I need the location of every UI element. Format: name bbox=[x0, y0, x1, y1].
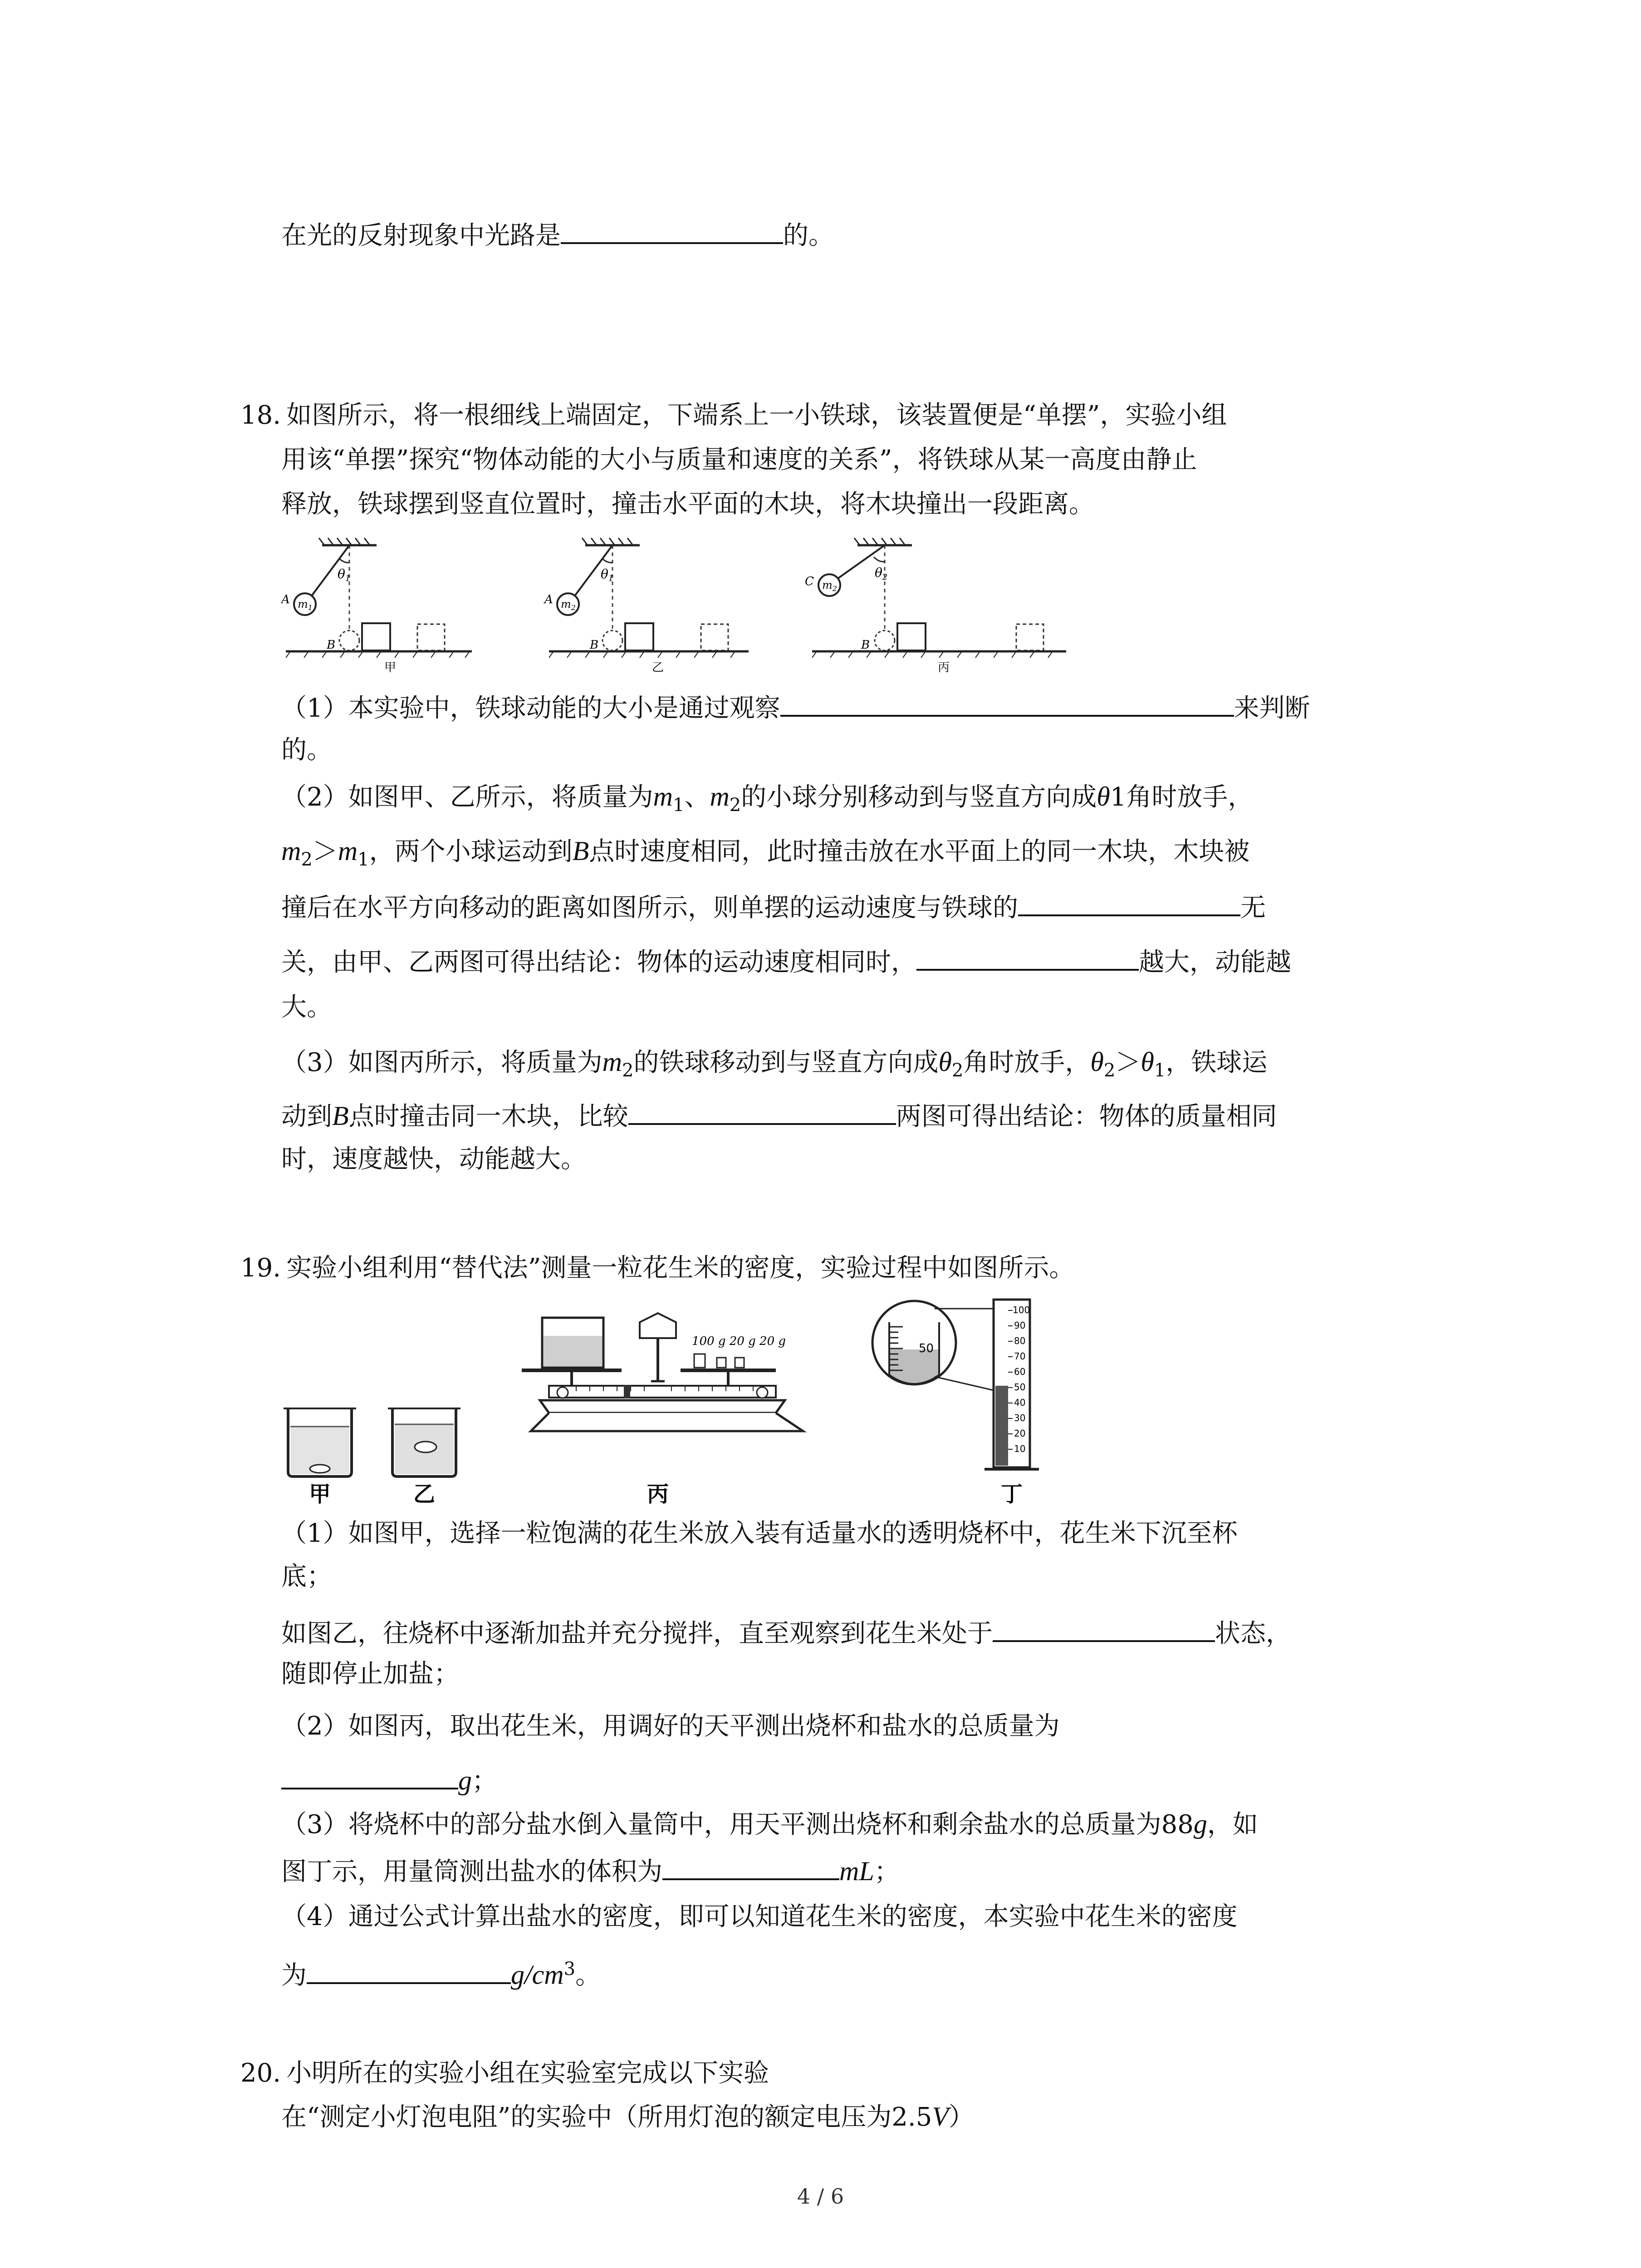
q19-part2-line-1: （2）如图丙，取出花生米，用调好的天平测出烧杯和盐水的总质量为 bbox=[281, 1711, 1060, 1741]
text: 小明所在的实验小组在实验室完成以下实验 bbox=[286, 2058, 769, 2088]
text: 的小球分别移动到与竖直方向成 bbox=[741, 782, 1097, 812]
answer-blank[interactable] bbox=[1018, 889, 1240, 916]
scale-label: 30 bbox=[1014, 1413, 1026, 1423]
text: 撞后在水平方向移动的距离如图所示，则单摆的运动速度与铁球的 bbox=[281, 893, 1018, 923]
rider bbox=[624, 1385, 630, 1398]
var-m: m bbox=[602, 1047, 622, 1077]
pendulum-panel-bing bbox=[805, 538, 1066, 675]
text: ，铁球运 bbox=[1166, 1048, 1268, 1077]
angle-label: $\theta_1$ bbox=[338, 567, 351, 583]
ball-bottom-position bbox=[603, 631, 622, 650]
panel-caption: 乙 bbox=[652, 661, 664, 675]
q18-p1-text-end: 来判断 bbox=[1234, 694, 1310, 723]
scale-label: 60 bbox=[1014, 1366, 1026, 1377]
question-number: 19. bbox=[240, 1253, 281, 1283]
bottom-point-label: B bbox=[327, 638, 336, 652]
text: ＞ bbox=[1115, 1048, 1141, 1077]
beaker-yi bbox=[388, 1408, 460, 1507]
q18-part2-line-4 bbox=[281, 943, 1291, 979]
answer-blank[interactable] bbox=[916, 943, 1139, 971]
unit-ml: mL bbox=[839, 1856, 874, 1886]
text: ，如 bbox=[1207, 1810, 1258, 1839]
q19-part4-line-1: （4）通过公式计算出盐水的密度，即可以知道花生米的密度，本实验中花生米的密度 bbox=[281, 1902, 1238, 1931]
q20-line-2 bbox=[281, 2100, 974, 2134]
text: （3）如图丙所示，将质量为 bbox=[281, 1048, 603, 1077]
peanut-density-figure bbox=[281, 1295, 1189, 1513]
answer-blank[interactable] bbox=[628, 1098, 896, 1125]
var-theta: θ bbox=[1141, 1047, 1154, 1077]
angle-label: $\theta_2$ bbox=[875, 565, 888, 582]
q19-stem-text: 实验小组利用“替代法”测量一粒花生米的密度，实验过程中如图所示。 bbox=[286, 1253, 1075, 1283]
text: （3）将烧杯中的部分盐水倒入量筒中，用天平测出烧杯和剩余盐水的总质量为88 bbox=[281, 1810, 1194, 1839]
wood-block bbox=[897, 623, 926, 650]
q18-part3-line-2 bbox=[281, 1098, 1277, 1133]
q19-part1-line-4: 随即停止加盐； bbox=[281, 1659, 459, 1689]
text: 点时撞击同一木块，比较 bbox=[348, 1102, 628, 1131]
text: ，两个小球运动到 bbox=[369, 837, 573, 866]
text: 点时速度相同，此时撞击放在水平面上的同一木块，木块被 bbox=[589, 837, 1250, 866]
answer-blank[interactable] bbox=[780, 689, 1234, 717]
sub: 1 bbox=[1154, 1060, 1166, 1081]
wood-block-moved bbox=[1016, 624, 1043, 650]
sub: 1 bbox=[358, 849, 369, 870]
text: ； bbox=[472, 1766, 497, 1796]
question-number: 20. bbox=[240, 2058, 281, 2088]
q18-part3-line-3: 时，速度越快，动能越大。 bbox=[281, 1144, 586, 1174]
q19-part2-line-2 bbox=[281, 1762, 497, 1798]
intro-line bbox=[281, 217, 834, 252]
scale-label: 70 bbox=[1014, 1351, 1026, 1362]
intro-text: 在光的反射现象中光路是 bbox=[281, 221, 561, 250]
q18-stem-line-3: 释放，铁球摆到竖直位置时，撞击水平面的木块，将木块撞出一段距离。 bbox=[281, 489, 1094, 519]
peanut bbox=[415, 1442, 436, 1452]
mass-label: $m_2$ bbox=[561, 598, 576, 612]
pendulum-panel-yi bbox=[544, 538, 749, 675]
peanut bbox=[310, 1465, 330, 1473]
scale-label: 80 bbox=[1014, 1335, 1026, 1346]
cylinder-ding bbox=[872, 1300, 1039, 1507]
text: 无 bbox=[1240, 893, 1266, 923]
var-theta: θ bbox=[1090, 1047, 1104, 1077]
q19-part1-line-3 bbox=[281, 1615, 1291, 1650]
text: 关，由甲、乙两图可得出结论：物体的运动速度相同时， bbox=[281, 948, 916, 977]
var-m: m bbox=[710, 782, 730, 811]
intro-text-end: 的。 bbox=[783, 221, 834, 250]
superscript: 3 bbox=[563, 1959, 576, 1980]
text: 动到 bbox=[281, 1102, 332, 1131]
q18-part2-line-1 bbox=[281, 780, 1253, 821]
q19-part3-line-1 bbox=[281, 1808, 1258, 1841]
q19-part4-line-2 bbox=[281, 1953, 601, 1992]
start-point-label: A bbox=[281, 593, 290, 606]
beaker-jia bbox=[284, 1408, 356, 1507]
scale-label: 100 bbox=[1013, 1305, 1030, 1315]
mass-label: $m_2$ bbox=[822, 579, 837, 593]
text: 越大，动能越 bbox=[1139, 948, 1291, 977]
balance-bing bbox=[522, 1313, 803, 1507]
q18-p1-text: （1）本实验中，铁球动能的大小是通过观察 bbox=[281, 694, 780, 723]
text: 状态， bbox=[1215, 1619, 1291, 1648]
text: 为 bbox=[281, 1960, 307, 1990]
q18-stem-line-1 bbox=[240, 399, 1227, 432]
sub: 2 bbox=[951, 1060, 964, 1081]
text: 在“测定小灯泡电阻”的实验中（所用灯泡的额定电压为2.5 bbox=[281, 2102, 932, 2132]
unit-g: g bbox=[1193, 1809, 1207, 1839]
answer-blank[interactable] bbox=[561, 217, 783, 244]
ball-bottom-position bbox=[339, 631, 359, 650]
q18-stem-line-2: 用该“单摆”探究“物体动能的大小与质量和速度的关系”，将铁球从某一高度由静止 bbox=[281, 445, 1197, 474]
scale-label: 50 bbox=[1014, 1382, 1026, 1393]
text: 。 bbox=[575, 1960, 601, 1990]
start-point-label: A bbox=[544, 593, 553, 606]
bottom-point-label: B bbox=[861, 638, 870, 652]
q18-stem-text: 如图所示，将一根细线上端固定，下端系上一小铁球，该装置便是“单摆”，实验小组 bbox=[286, 401, 1227, 430]
q20-line-1 bbox=[240, 2057, 769, 2090]
var-m: m bbox=[653, 782, 673, 811]
pendulum-panel-jia bbox=[281, 538, 472, 675]
panel-caption: 丁 bbox=[1000, 1481, 1023, 1507]
text: 两图可得出结论：物体的质量相同 bbox=[896, 1102, 1277, 1131]
text: （2）如图甲、乙所示，将质量为 bbox=[281, 782, 653, 812]
q18-part2-line-2 bbox=[281, 835, 1249, 876]
sub: 2 bbox=[622, 1060, 634, 1081]
weight bbox=[717, 1358, 726, 1368]
text: 如图乙，往烧杯中逐渐加盐并充分搅拌，直至观察到花生米处于 bbox=[281, 1619, 993, 1648]
wood-block bbox=[362, 623, 390, 650]
answer-blank[interactable] bbox=[307, 1957, 511, 1984]
text: 1角时放手， bbox=[1110, 782, 1254, 812]
q19-part1-line-2: 底； bbox=[281, 1562, 332, 1591]
panel-caption: 甲 bbox=[309, 1481, 331, 1507]
text: 、 bbox=[684, 782, 710, 812]
var-m: m bbox=[281, 836, 301, 866]
q19-part3-line-2 bbox=[281, 1853, 900, 1888]
panel-caption: 丙 bbox=[937, 661, 950, 675]
scale-label: 90 bbox=[1014, 1320, 1026, 1331]
balance-beam bbox=[549, 1386, 776, 1398]
unit-volt: V bbox=[932, 2102, 949, 2131]
answer-blank[interactable] bbox=[662, 1853, 839, 1880]
scale-label: 20 bbox=[1014, 1428, 1026, 1439]
text: ） bbox=[948, 2102, 974, 2132]
sub: 2 bbox=[1103, 1060, 1116, 1081]
unit-density: g/cm bbox=[511, 1960, 564, 1990]
var-B: B bbox=[572, 836, 589, 866]
panel-caption: 丙 bbox=[647, 1481, 669, 1507]
panel-caption: 甲 bbox=[384, 661, 397, 675]
panel-caption: 乙 bbox=[413, 1481, 436, 1507]
bottom-point-label: B bbox=[590, 638, 599, 652]
wood-block-moved bbox=[417, 624, 445, 650]
var-theta: θ bbox=[938, 1047, 952, 1077]
wood-block bbox=[625, 623, 653, 650]
sub: 2 bbox=[301, 849, 313, 870]
scale-label: 10 bbox=[1014, 1443, 1026, 1454]
q18-part2-line-3 bbox=[281, 889, 1266, 924]
wood-block-moved bbox=[701, 624, 728, 650]
var-m: m bbox=[338, 836, 358, 866]
weight bbox=[735, 1358, 744, 1368]
answer-blank[interactable] bbox=[993, 1615, 1215, 1642]
var-B: B bbox=[332, 1101, 349, 1131]
text: 图丁示，用量筒测出盐水的体积为 bbox=[281, 1857, 662, 1887]
angle-label: $\theta_1$ bbox=[601, 567, 614, 583]
q18-part2-line-5: 大。 bbox=[281, 992, 332, 1022]
scale-label: 40 bbox=[1014, 1397, 1026, 1408]
q19-stem bbox=[240, 1252, 1074, 1285]
question-number: 18. bbox=[240, 401, 281, 430]
q18-part1-line-2: 的。 bbox=[281, 735, 332, 765]
unit-g: g bbox=[458, 1765, 472, 1795]
text: ； bbox=[874, 1857, 900, 1887]
weights-label: 100 g 20 g 20 g bbox=[692, 1334, 786, 1348]
mass-label: $m_1$ bbox=[298, 598, 313, 612]
start-point-label: C bbox=[805, 575, 814, 588]
q18-part3-line-1 bbox=[281, 1046, 1267, 1087]
page-number: 4 / 6 bbox=[797, 2184, 844, 2209]
sub: 1 bbox=[672, 795, 685, 816]
answer-blank[interactable] bbox=[281, 1762, 458, 1789]
q18-part1-line-1 bbox=[281, 689, 1310, 725]
pendulum-figure bbox=[281, 535, 1075, 676]
text: 的铁球移动到与竖直方向成 bbox=[633, 1048, 939, 1077]
text: ＞ bbox=[312, 837, 338, 866]
weight bbox=[694, 1354, 705, 1368]
var-theta: θ bbox=[1097, 782, 1110, 811]
sub: 2 bbox=[729, 795, 741, 816]
q19-part1-line-1: （1）如图甲，选择一粒饱满的花生米放入装有适量水的透明烧杯中，花生米下沉至杯 bbox=[281, 1519, 1238, 1548]
ball-bottom-position bbox=[875, 631, 895, 650]
text: 角时放手， bbox=[963, 1048, 1091, 1077]
cylinder-mark: 50 bbox=[919, 1342, 934, 1355]
